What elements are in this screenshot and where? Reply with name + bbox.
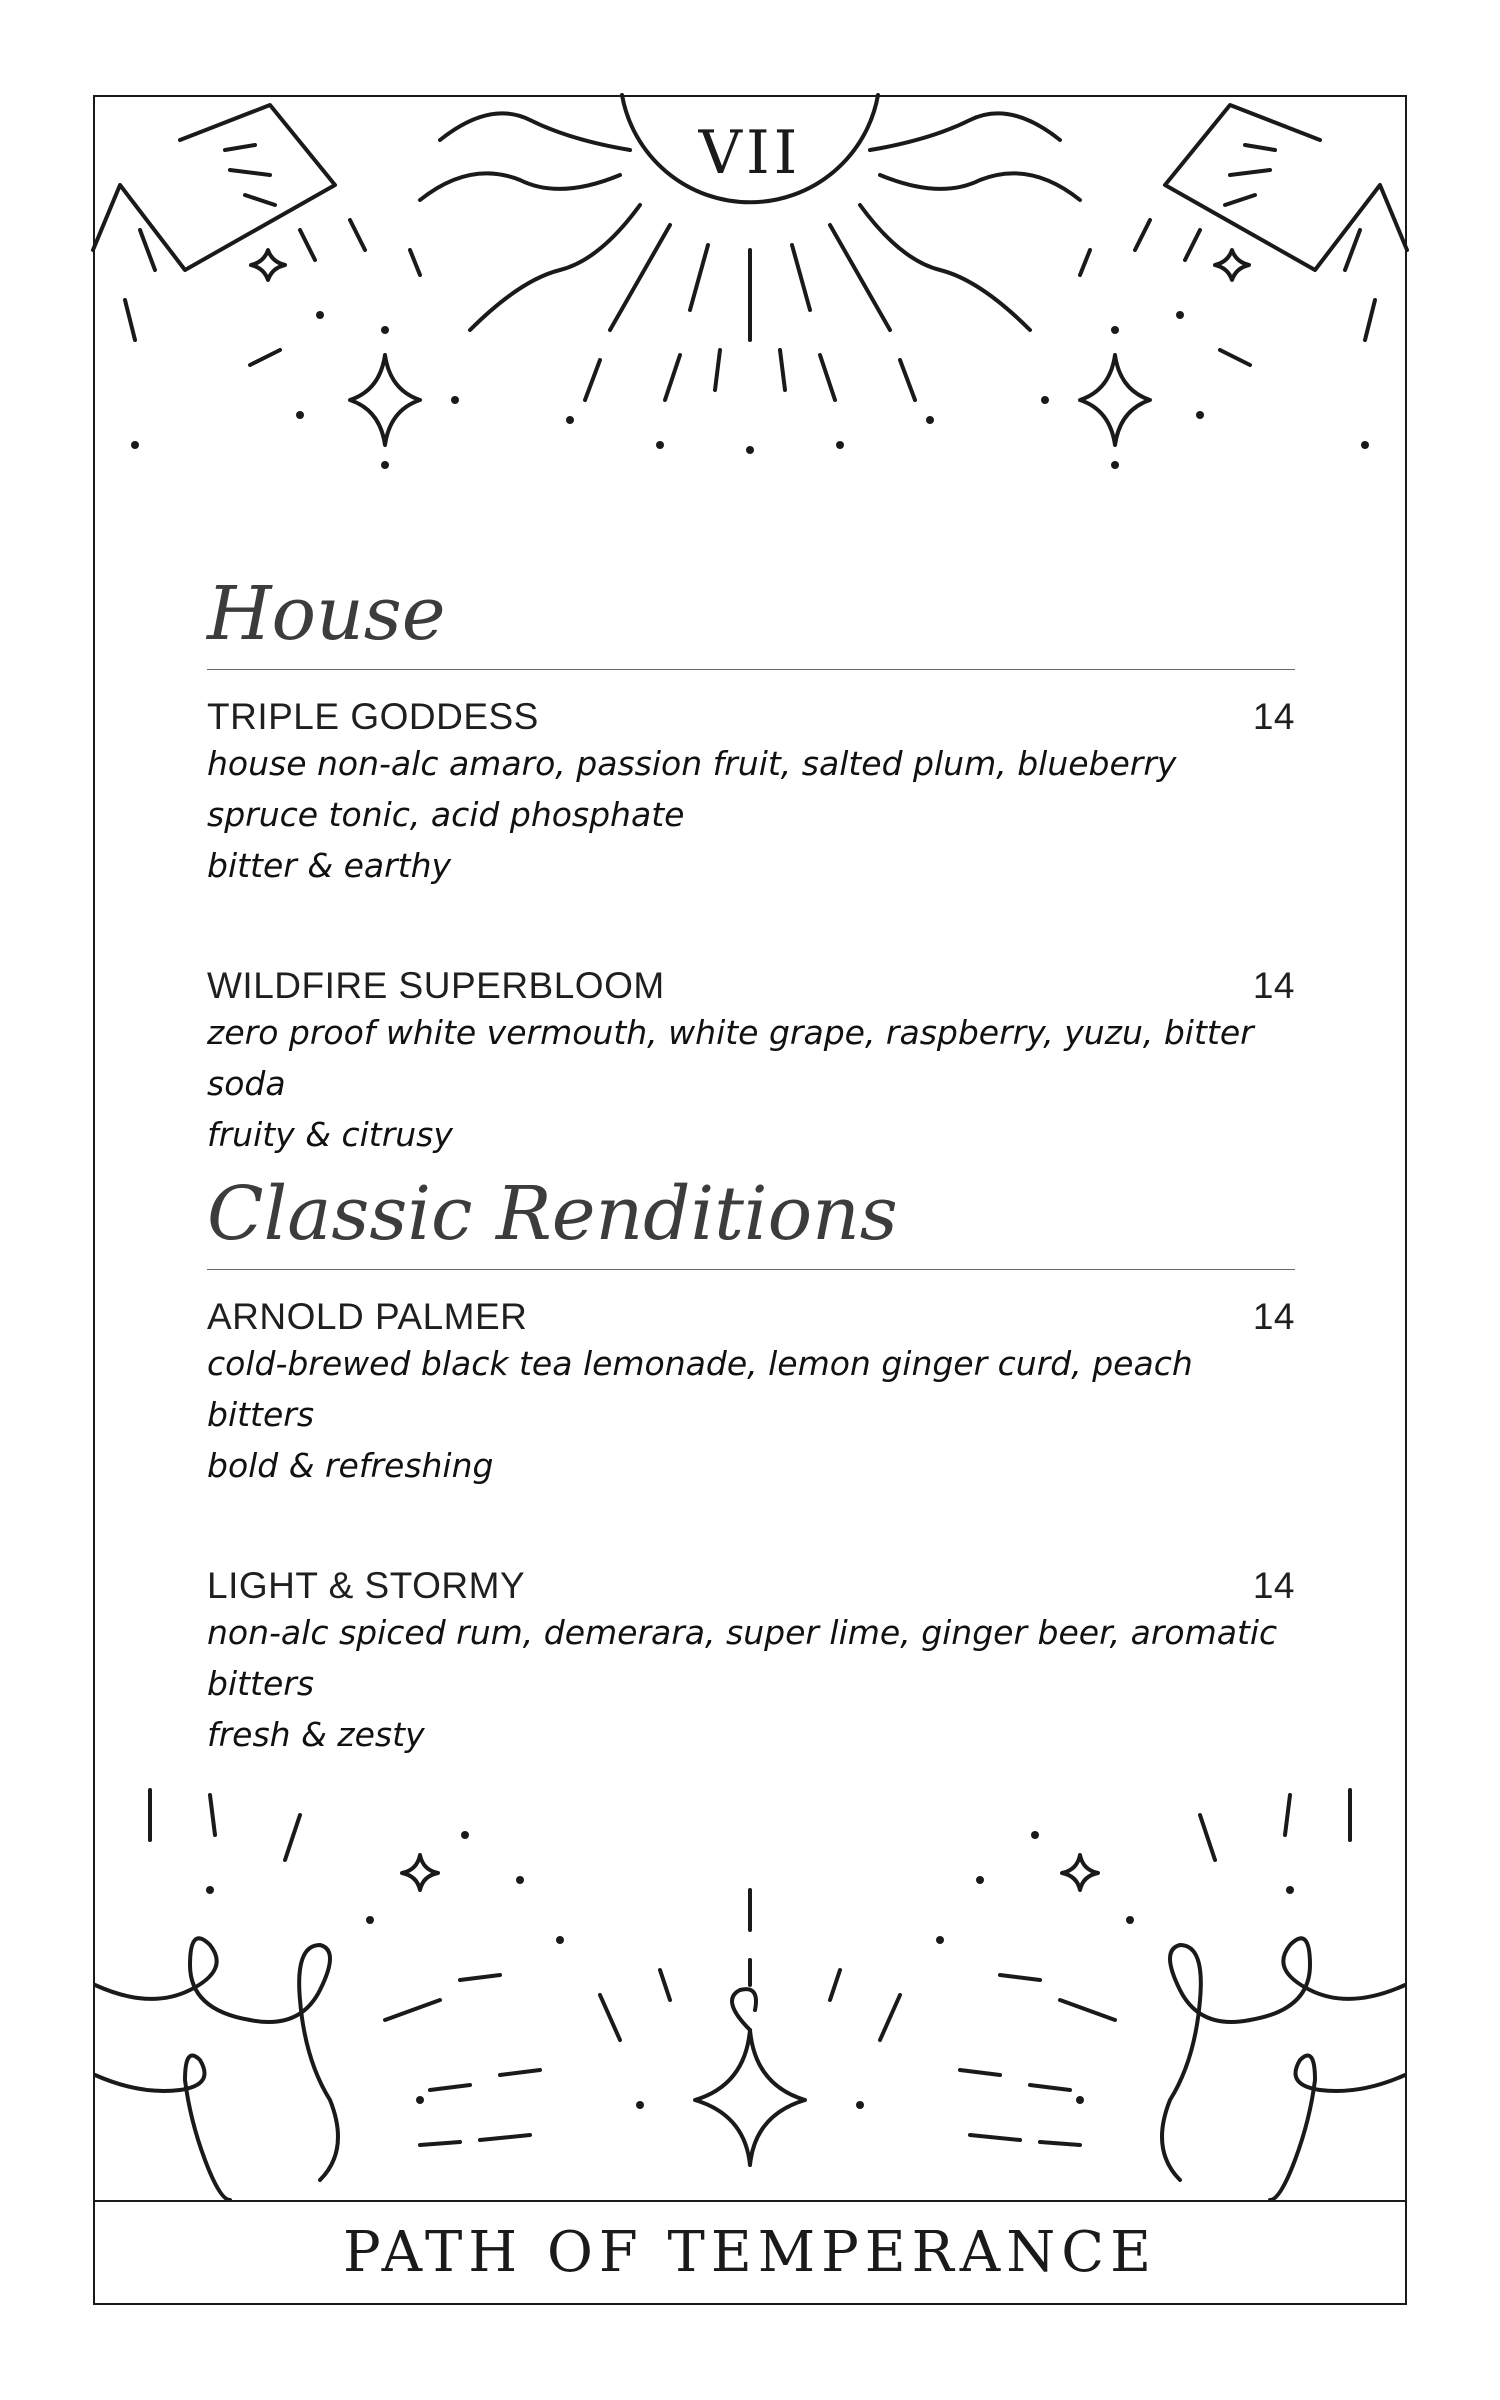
item-description: non-alc spiced rum, demerara, super lime, ginger beer, aromatic bitters <box>207 1612 1278 1703</box>
item-notes: bold & refreshing <box>207 1445 494 1485</box>
item-price: 14 <box>1252 1564 1295 1606</box>
section-house <box>207 570 1295 1160</box>
item-price: 14 <box>1252 1295 1295 1337</box>
item-notes: fruity & citrusy <box>207 1114 453 1154</box>
menu-item <box>207 1296 1295 1491</box>
item-name: WILDFIRE SUPERBLOOM <box>207 964 665 1006</box>
section-divider <box>207 1269 1295 1270</box>
card-numeral: VII <box>698 118 802 188</box>
section-divider <box>207 669 1295 670</box>
item-description: cold-brewed black tea lemonade, lemon ginger curd, peach bitters <box>207 1343 1193 1434</box>
section-title: Classic Renditions <box>207 1171 898 1257</box>
footer-divider <box>95 2200 1405 2202</box>
menu-item <box>207 696 1295 891</box>
item-notes: fresh & zesty <box>207 1714 425 1754</box>
item-name: TRIPLE GODDESS <box>207 695 539 737</box>
item-price: 14 <box>1252 695 1295 737</box>
menu-item <box>207 965 1295 1160</box>
section-classic-renditions <box>207 1170 1295 1760</box>
menu-item <box>207 1565 1295 1760</box>
item-description: zero proof white vermouth, white grape, raspberry, yuzu, bitter soda <box>207 1012 1254 1103</box>
footer-title: PATH OF TEMPERANCE <box>343 2220 1157 2285</box>
item-name: ARNOLD PALMER <box>207 1295 528 1337</box>
item-notes: bitter & earthy <box>207 845 452 885</box>
item-description: house non-alc amaro, passion fruit, salted plum, blueberry spruce tonic, acid phosphate <box>207 743 1177 834</box>
item-price: 14 <box>1252 964 1295 1006</box>
item-name: LIGHT & STORMY <box>207 1564 526 1606</box>
section-title: House <box>207 571 446 657</box>
